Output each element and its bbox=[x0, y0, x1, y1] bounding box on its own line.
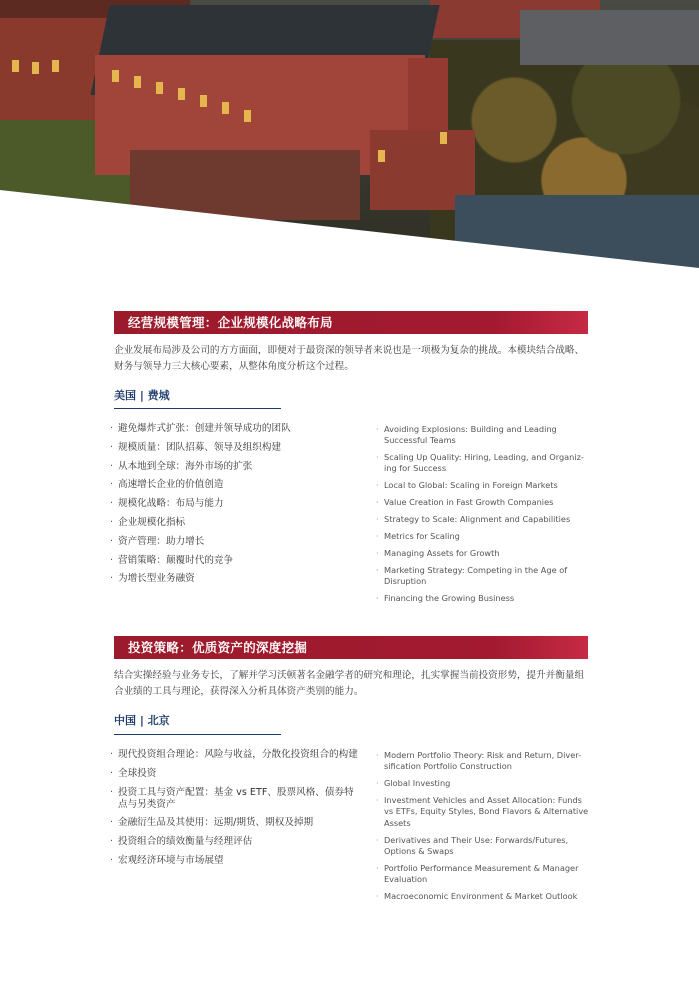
section1-location: 美国 | 费城 bbox=[114, 389, 170, 402]
list-item: · Portfolio Performance Measurement & Manager Evaluation bbox=[376, 863, 592, 886]
list-item: · Managing Assets for Growth bbox=[376, 548, 592, 559]
section2-intro: 结合实操经验与业务专长，了解并学习沃顿著名金融学者的研究和理论，扎实掌握当前投资形势，提升并衡量组合业绩的工具与理论，获得深入分析具体资产类别的能力。 bbox=[114, 670, 585, 697]
list-item: · 投资组合的绩效衡量与经理评估 bbox=[110, 836, 360, 848]
list-item: · Financing the Growing Business bbox=[376, 593, 592, 604]
section1-en-list bbox=[376, 424, 592, 610]
list-item: · 高速增长企业的价值创造 bbox=[110, 479, 360, 491]
diagonal-white-mask bbox=[0, 0, 699, 270]
list-item: · Scaling Up Quality: Hiring, Leading, and Organiz-ing for Success bbox=[376, 452, 592, 475]
list-item: · Local to Global: Scaling in Foreign Markets bbox=[376, 480, 592, 491]
list-item: · Derivatives and Their Use: Forwards/Futures, Options & Swaps bbox=[376, 835, 592, 858]
list-item: · 投资工具与资产配置：基金 vs ETF、股票风格、债券特点与另类资产 bbox=[110, 787, 360, 811]
list-item: · 营销策略：颠覆时代的竞争 bbox=[110, 555, 360, 567]
list-item: · 现代投资组合理论：风险与收益，分散化投资组合的构建 bbox=[110, 749, 360, 761]
list-item: · 规模化战略：布局与能力 bbox=[110, 498, 360, 510]
list-item: · 为增长型业务融资 bbox=[110, 573, 360, 585]
list-item: · Investment Vehicles and Asset Allocation: Funds vs ETFs, Equity Styles, Bond Flavors & Alternative Assets bbox=[376, 795, 592, 829]
section2-en-list bbox=[376, 750, 592, 908]
section1-cn-list bbox=[110, 423, 360, 592]
list-item: · 宏观经济环境与市场展望 bbox=[110, 855, 360, 867]
section1-intro: 企业发展布局涉及公司的方方面面，即便对于最资深的领导者来说也是一项极为复杂的挑战。本模块结合战略、财务与领导力三大核心要素，从整体角度分析这个过程。 bbox=[114, 345, 585, 372]
list-item: · Strategy to Scale: Alignment and Capabilities bbox=[376, 514, 592, 525]
hero-campus-photo bbox=[0, 0, 699, 270]
list-item: · 规模质量：团队招募、领导及组织构建 bbox=[110, 442, 360, 454]
section2-location-rule bbox=[114, 734, 281, 735]
list-item: · Macroeconomic Environment & Market Outlook bbox=[376, 891, 592, 902]
list-item: · 企业规模化指标 bbox=[110, 517, 360, 529]
list-item: · Value Creation in Fast Growth Companies bbox=[376, 497, 592, 508]
section1-title-band: 经营规模管理：企业规模化战略布局 bbox=[114, 311, 588, 334]
list-item: · Global Investing bbox=[376, 778, 592, 789]
list-item: · Avoiding Explosions: Building and Leading Successful Teams bbox=[376, 424, 592, 447]
list-item: · 金融衍生品及其使用：远期/期货、期权及掉期 bbox=[110, 817, 360, 829]
section1-location-rule bbox=[114, 408, 281, 409]
list-item: · Marketing Strategy: Competing in the Age of Disruption bbox=[376, 565, 592, 588]
list-item: · 资产管理：助力增长 bbox=[110, 536, 360, 548]
section2-cn-list bbox=[110, 749, 360, 874]
section2-location: 中国 | 北京 bbox=[114, 714, 170, 727]
list-item: · Metrics for Scaling bbox=[376, 531, 592, 542]
list-item: · 避免爆炸式扩张：创建并领导成功的团队 bbox=[110, 423, 360, 435]
list-item: · Modern Portfolio Theory: Risk and Return, Diver-sification Portfolio Construction bbox=[376, 750, 592, 773]
list-item: · 全球投资 bbox=[110, 768, 360, 780]
list-item: · 从本地到全球：海外市场的扩张 bbox=[110, 461, 360, 473]
section2-title-band: 投资策略：优质资产的深度挖掘 bbox=[114, 636, 588, 659]
